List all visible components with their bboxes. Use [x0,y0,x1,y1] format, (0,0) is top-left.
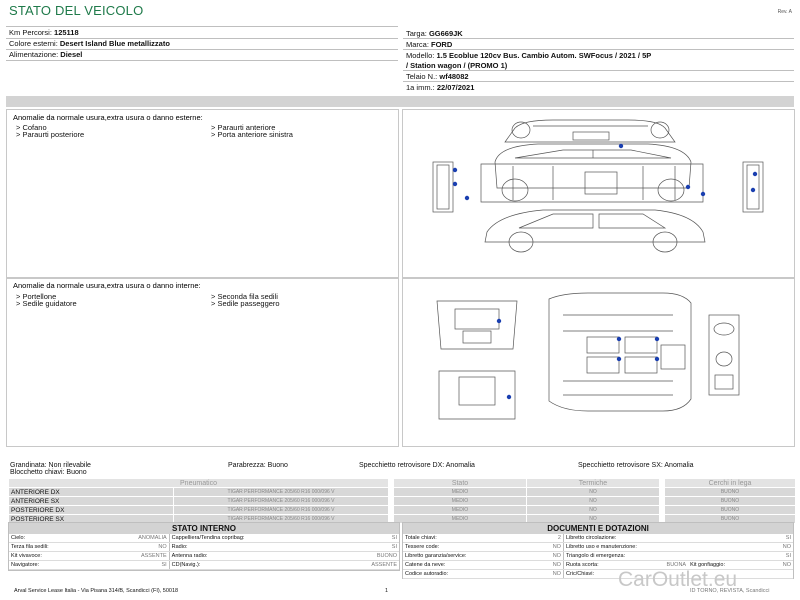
km-row: Km Percorsi: 125118 [9,28,79,37]
external-item: > Paraurti anteriore [211,123,276,132]
modello-row: Modello: 1.5 Ecoblue 120cv Bus. Cambio Autom. SWFocus / 2021 / 5P [406,51,652,60]
table-row: Terza fila sedili: NO Radio: SI [11,544,397,550]
external-item: > Cofano [16,123,47,132]
table-row: Kit vivavoce: ASSENTE Antenna radio: BUONO [11,553,397,559]
page-title: STATO DEL VEICOLO [9,3,144,18]
internal-diagram-panel [402,278,795,447]
internal-item: > Portellone [16,292,57,301]
divider [403,70,794,71]
table-row: ANTERIORE DX TIGAR PERFORMANCE 205/60 R16 000/096 V MEDIO NO BUONO [9,488,796,497]
interior-car-diagram [403,279,794,446]
table-row: Totale chiavi: 2 Libretto circolazione: SI [405,535,791,541]
header-pneumatico: Pneumatico [9,479,389,488]
header-stato: Stato [394,479,527,488]
fuel-row: Alimentazione: Diesel [9,50,83,59]
footer-company: Arval Service Lease Italia - Via Pisana 314/B, Scandicci (FI), 50018 [14,588,179,594]
divider [403,81,794,82]
header-cerchi: Cerchi in lega [665,479,796,488]
tyre-table [8,478,796,524]
table-row: Tessere code: NO Libretto uso e manutenzione: NO [405,544,791,550]
revision-label: Rev. A [777,9,792,15]
stato-interno-table [9,534,399,570]
internal-item: > Seconda fila sedili [211,292,278,301]
footer-right: ID TORNO, REVISTA, Scandicci [690,588,770,594]
divider [6,60,398,61]
internal-damage-panel [6,278,399,447]
color-row: Colore esterni: Desert Island Blue metallizzato [9,39,170,48]
stato-interno-title: STATO INTERNO [9,523,399,534]
table-row: Catene da neve: NO Ruota scorta: BUONA Kit gonfiaggio: NO [405,562,791,568]
blocchetto-chiavi: Blocchetto chiavi: Buono [10,469,87,476]
divider [403,49,794,50]
table-row: POSTERIORE SX TIGAR PERFORMANCE 205/60 R16 000/096 V MEDIO NO BUONO [9,515,796,524]
internal-damage-title: Anomalie da normale usura,extra usura o danno interne: [13,281,201,290]
external-damage-title: Anomalie da normale usura,extra usura o danno esterne: [13,113,203,122]
internal-item: > Sedile guidatore [16,299,77,308]
table-row: Cielo: ANOMALIA Cappelliera/Tendina copribag: SI [11,535,397,541]
divider [6,26,398,27]
table-row: Codice autoradio: NO Cric/Chiavi: [403,570,793,579]
table-row: ANTERIORE SX TIGAR PERFORMANCE 205/60 R16 000/096 V MEDIO NO BUONO [9,497,796,506]
marca-row: Marca: FORD [406,40,453,49]
footer-page-number: 1 [385,588,389,594]
external-item: > Paraurti posteriore [16,130,85,139]
section-bar [6,96,794,107]
external-item: > Porta anteriore sinistra [211,130,293,139]
header-termiche: Termiche [527,479,660,488]
parabrezza: Parabrezza: Buono [228,462,288,469]
table-row: POSTERIORE DX TIGAR PERFORMANCE 205/60 R16 000/096 V MEDIO NO BUONO [9,506,796,515]
exterior-car-diagram [403,110,794,277]
grandinata: Grandinata: Non rilevabile [10,462,91,469]
external-damage-panel [6,109,399,278]
specchietto-dx: Specchietto retrovisore DX: Anomalia [359,462,475,469]
internal-item: > Sedile passeggero [211,299,280,308]
divider [403,38,794,39]
table-row: Navigatore: SI CD(Navig.): ASSENTE [11,562,397,568]
documenti-title: DOCUMENTI E DOTAZIONI [403,523,793,534]
modello-row-2: / Station wagon / (PROMO 1) [406,61,508,70]
watermark-logo: CarOutlet.eu [618,568,738,591]
specchietto-sx: Specchietto retrovisore SX: Anomalia [578,462,694,469]
targa-row: Targa: GG669JK [406,29,463,38]
stato-interno-box [8,522,400,571]
telaio-row: Telaio N.: wf48082 [406,72,469,81]
immatricolazione-row: 1a imm.: 22/07/2021 [406,83,475,92]
table-row: Libretto garanzia/service: NO Triangolo di emergenza: SI [405,553,791,559]
external-diagram-panel [402,109,795,278]
